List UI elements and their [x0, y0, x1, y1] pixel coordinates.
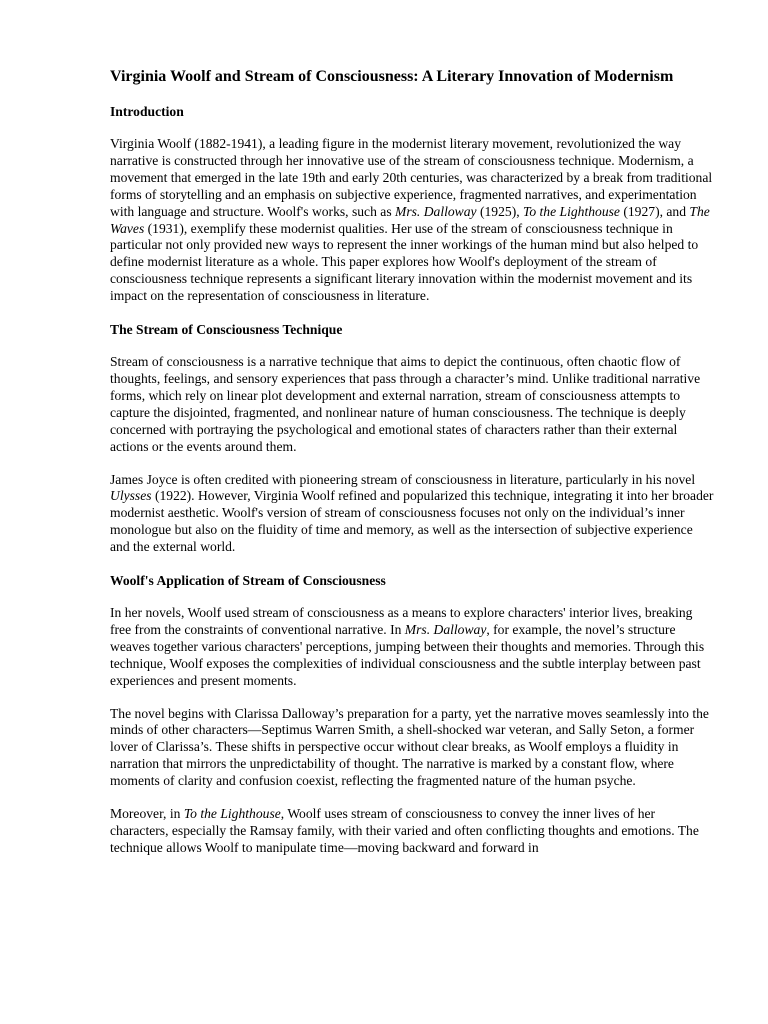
- text-run: , Woolf uses stream of consciousness to convey the inner lives of her characters, especially the Ramsay family, with their varied and often conflicting thoughts and emotions. The technique allows Woolf to manipulate time—moving backward and forward in: [110, 806, 699, 855]
- work-title-mrs-dalloway: Mrs. Dalloway: [395, 203, 477, 219]
- document-title: Virginia Woolf and Stream of Consciousness: A Literary Innovation of Modernism: [110, 68, 674, 85]
- paragraph-application-3: [110, 806, 714, 857]
- work-title-the-waves: The Waves: [110, 203, 710, 236]
- work-title-mrs-dalloway: Mrs. Dalloway: [404, 621, 487, 637]
- document-page: [110, 67, 714, 873]
- paragraph-application-2: The novel begins with Clarissa Dalloway’s preparation for a party, yet the narrative moves seamlessly into the minds of other characters—Septimus Warren Smith, a shell-shocked war veteran, and Sally Seton, a former lover of Clarissa’s. These shifts in perspective occur without clear breaks, as Woolf employs a fluidity in narration that mirrors the unpredictability of thought. The narrative is marked by a constant flow, where moments of clarity and confusion coexist, reflecting the fragmented nature of the human psyche.: [110, 705, 709, 789]
- heading-introduction: Introduction: [110, 104, 184, 119]
- text-run: , for example, the novel’s structure weaves together various characters' perceptions, jumping between their thoughts and memories. Through this technique, Woolf exposes the complexities of individual consciousness and the subtle interplay between past experiences and present moments.: [110, 621, 705, 688]
- text-run: (1925),: [476, 203, 524, 219]
- text-run: (1927), and: [619, 203, 690, 219]
- text-run: (1931), exemplify these modernist qualities. Her use of the stream of consciousness technique in particular not only provided new ways to represent the inner workings of the human mind but also helped to define modernist literature as a whole. This paper explores how Woolf's deployment of the stream of consciousness technique represents a significant literary innovation within the modernist movement and its impact on the representation of consciousness in literature.: [110, 220, 699, 304]
- heading-application: Woolf's Application of Stream of Consciousness: [110, 573, 386, 589]
- paragraph-application-1: [110, 605, 714, 690]
- text-run: Moreover, in: [110, 806, 184, 822]
- text-run: (1922). However, Virginia Woolf refined and popularized this technique, integrating it into her broader modernist aesthetic. Woolf's version of stream of consciousness focuses not only on the individual’s inner monologue but also on the fluidity of time and memory, as well as the intersection of subjective experience and the external world.: [110, 488, 714, 555]
- text-run: James Joyce is often credited with pioneering stream of consciousness in literature, particularly in his novel: [110, 471, 696, 487]
- text-run: In her novels, Woolf used stream of consciousness as a means to explore characters' interior lives, breaking free from the constraints of conventional narrative. In: [110, 605, 693, 637]
- text-run: Virginia Woolf (1882-1941), a leading figure in the modernist literary movement, revolutionized the way narrative is constructed through her innovative use of the stream of consciousness technique. Modernism, a movement that emerged in the late 19th and early 20th centuries, was characterized by a break from traditional forms of storytelling and an emphasis on subjective experience, fragmented narratives, and experimentation with language and structure. Woolf's works, such as: [110, 136, 713, 219]
- paragraph-introduction: [110, 136, 714, 305]
- paragraph-technique-1: Stream of consciousness is a narrative technique that aims to depict the continuous, often chaotic flow of thoughts, feelings, and sensory experiences that pass through a character’s mind. Unlike traditional narrative forms, which rely on linear plot development and external narration, stream of consciousness attempts to capture the disjointed, fragmented, and nonlinear nature of human consciousness. The technique is deeply concerned with portraying the psychological and emotional states of characters rather than their external actions or the events around them.: [110, 354, 701, 454]
- work-title-to-the-lighthouse: To the Lighthouse: [183, 806, 281, 822]
- heading-technique: The Stream of Consciousness Technique: [110, 322, 343, 338]
- work-title-to-the-lighthouse: To the Lighthouse: [523, 203, 620, 219]
- work-title-ulysses: Ulysses: [110, 488, 152, 504]
- paragraph-technique-2: [110, 472, 714, 557]
